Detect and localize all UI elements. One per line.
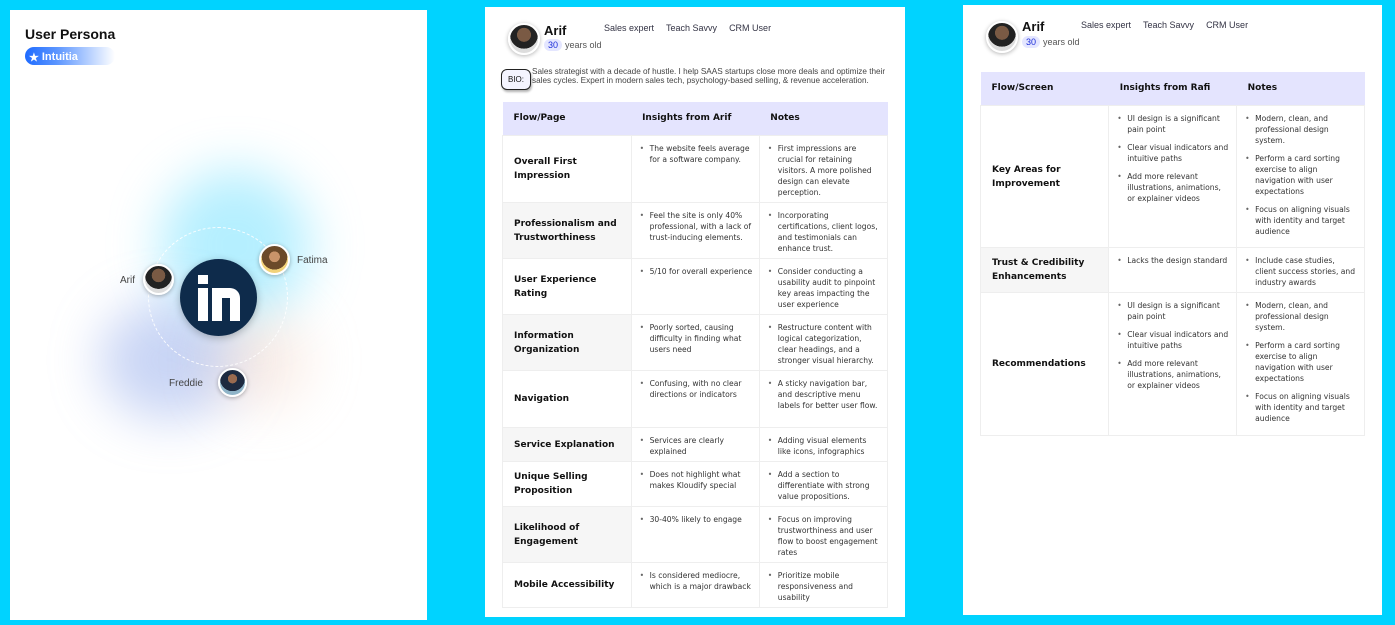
bullet-item: • Include case studies, client success stories, and industry awards bbox=[1245, 255, 1358, 288]
bullet-item: • Feel the site is only 40% professional, with a lack of trust-inducing elements. bbox=[640, 210, 753, 243]
column-header: Notes bbox=[759, 102, 887, 135]
table-row bbox=[503, 314, 888, 370]
flow-cell: Navigation bbox=[503, 370, 632, 427]
bio-text: Sales strategist with a decade of hustle. I help SAAS startups close more deals and optimize their sales cycles. Expert in modern sales tech, psychology-based selling, & revenue acceleration. bbox=[532, 67, 886, 86]
persona-avatar-arif[interactable] bbox=[143, 264, 174, 295]
bullet-item: • First impressions are crucial for retaining visitors. A more polished design can elevate perception. bbox=[768, 143, 881, 198]
table-row bbox=[503, 562, 888, 607]
insights-cell bbox=[1109, 247, 1237, 292]
insights-cell bbox=[631, 314, 759, 370]
bullet-item: • Focus on aligning visuals with identity and target audience bbox=[1245, 204, 1358, 237]
insights-table bbox=[502, 102, 888, 608]
notes-cell bbox=[759, 314, 887, 370]
bullet-item: • Focus on improving trustworthiness and user flow to boost engagement rates bbox=[768, 514, 881, 558]
table-row bbox=[981, 247, 1365, 292]
bullet-item: • Add more relevant illustrations, animations, or explainer videos bbox=[1117, 171, 1230, 204]
bullet-item: • Consider conducting a usability audit to pinpoint key areas impacting the user experience bbox=[768, 266, 881, 310]
arif-persona-panel bbox=[485, 7, 905, 617]
persona-tags bbox=[604, 23, 771, 33]
notes-cell bbox=[759, 135, 887, 202]
insights-cell bbox=[1109, 105, 1237, 247]
bullet-item: • Add a section to differentiate with strong value propositions. bbox=[768, 469, 881, 502]
flow-cell: Likelihood of Engagement bbox=[503, 506, 632, 562]
persona-name: Arif bbox=[544, 23, 567, 38]
bullet-item: • Perform a card sorting exercise to align navigation with user expectations bbox=[1245, 153, 1358, 197]
age-suffix: years old bbox=[1043, 37, 1080, 47]
age-value: 30 bbox=[1022, 36, 1040, 48]
tag: Teach Savvy bbox=[1143, 20, 1195, 30]
bullet-item: • Modern, clean, and professional design system. bbox=[1245, 113, 1358, 146]
bullet-item: • Lacks the design standard bbox=[1117, 255, 1230, 266]
bullet-item: • Does not highlight what makes Kloudify special bbox=[640, 469, 753, 491]
table-row bbox=[503, 506, 888, 562]
table-row bbox=[503, 427, 888, 461]
persona-tags bbox=[1081, 20, 1248, 30]
flow-cell: Key Areas for Improvement bbox=[981, 105, 1109, 247]
bullet-item: • 30-40% likely to engage bbox=[640, 514, 753, 525]
table-header bbox=[503, 102, 888, 135]
insights-cell bbox=[631, 202, 759, 258]
table-header bbox=[981, 72, 1365, 105]
flow-cell: Trust & Credibility Enhancements bbox=[981, 247, 1109, 292]
notes-cell bbox=[759, 461, 887, 506]
table-row bbox=[503, 258, 888, 314]
bullet-item: • Incorporating certifications, client logos, and testimonials can enhance trust. bbox=[768, 210, 881, 254]
tag: Teach Savvy bbox=[666, 23, 718, 33]
bullet-item: • Is considered mediocre, which is a major drawback bbox=[640, 570, 753, 592]
bullet-item: • Services are clearly explained bbox=[640, 435, 753, 457]
table-row bbox=[981, 105, 1365, 247]
avatar bbox=[508, 23, 540, 55]
table-row bbox=[503, 370, 888, 427]
tag: Sales expert bbox=[1081, 20, 1132, 30]
insights-cell bbox=[631, 562, 759, 607]
bullet-item: • Confusing, with no clear directions or indicators bbox=[640, 378, 753, 400]
tag: CRM User bbox=[1206, 20, 1249, 30]
table-row bbox=[503, 202, 888, 258]
persona-label-freddie[interactable]: Freddie bbox=[169, 378, 203, 389]
bullet-item: • Prioritize mobile responsiveness and usability bbox=[768, 570, 881, 603]
bullet-item: • Restructure content with logical categorization, clear headings, and a stronger visual hierarchy. bbox=[768, 322, 881, 366]
tag: CRM User bbox=[729, 23, 772, 33]
notes-cell bbox=[759, 202, 887, 258]
page-title: User Persona bbox=[25, 26, 116, 42]
persona-age bbox=[544, 40, 602, 50]
insights-cell bbox=[631, 506, 759, 562]
tag: Sales expert bbox=[604, 23, 655, 33]
insights-cell bbox=[631, 427, 759, 461]
age-value: 30 bbox=[544, 39, 562, 51]
bullet-item: • Adding visual elements like icons, infographics bbox=[768, 435, 881, 457]
intuitia-logo bbox=[180, 259, 257, 336]
age-suffix: years old bbox=[565, 40, 602, 50]
star-icon: ★ bbox=[29, 51, 39, 64]
notes-cell bbox=[759, 370, 887, 427]
bullet-item: • UI design is a significant pain point bbox=[1117, 300, 1230, 322]
notes-cell bbox=[1237, 292, 1365, 435]
bio-label: BIO: bbox=[501, 69, 531, 90]
bullet-item: • Poorly sorted, causing difficulty in finding what users need bbox=[640, 322, 753, 355]
flow-cell: Information Organization bbox=[503, 314, 632, 370]
flow-cell: User Experience Rating bbox=[503, 258, 632, 314]
flow-cell: Recommendations bbox=[981, 292, 1109, 435]
insights-cell bbox=[1109, 292, 1237, 435]
flow-cell: Unique Selling Proposition bbox=[503, 461, 632, 506]
flow-cell: Service Explanation bbox=[503, 427, 632, 461]
persona-avatar-freddie[interactable] bbox=[218, 368, 247, 397]
persona-label-arif[interactable]: Arif bbox=[120, 275, 135, 286]
insights-cell bbox=[631, 461, 759, 506]
table-row bbox=[981, 292, 1365, 435]
flow-cell: Overall First Impression bbox=[503, 135, 632, 202]
notes-cell bbox=[759, 562, 887, 607]
persona-avatar-fatima[interactable] bbox=[259, 244, 290, 275]
table-row bbox=[503, 461, 888, 506]
column-header: Insights from Rafi bbox=[1109, 72, 1237, 105]
bullet-item: • Clear visual indicators and intuitive paths bbox=[1117, 142, 1230, 164]
bullet-item: • Clear visual indicators and intuitive paths bbox=[1117, 329, 1230, 351]
bullet-item: • 5/10 for overall experience bbox=[640, 266, 753, 277]
avatar bbox=[986, 21, 1018, 53]
bullet-item: • Focus on aligning visuals with identity and target audience bbox=[1245, 391, 1358, 424]
flow-cell: Mobile Accessibility bbox=[503, 562, 632, 607]
notes-cell bbox=[1237, 247, 1365, 292]
notes-cell bbox=[759, 258, 887, 314]
rafi-persona-panel bbox=[963, 5, 1382, 615]
table-row bbox=[503, 135, 888, 202]
bullet-item: • Modern, clean, and professional design system. bbox=[1245, 300, 1358, 333]
persona-age bbox=[1022, 37, 1080, 47]
persona-label-fatima[interactable]: Fatima bbox=[297, 255, 328, 266]
bullet-item: • UI design is a significant pain point bbox=[1117, 113, 1230, 135]
persona-overview-panel bbox=[10, 10, 427, 620]
bullet-item: • Perform a card sorting exercise to align navigation with user expectations bbox=[1245, 340, 1358, 384]
bullet-item: • The website feels average for a software company. bbox=[640, 143, 753, 165]
bullet-item: • A sticky navigation bar, and descriptive menu labels for better user flow. bbox=[768, 378, 881, 411]
brand-badge: ★ Intuitia bbox=[25, 47, 115, 65]
insights-cell bbox=[631, 135, 759, 202]
column-header: Flow/Screen bbox=[981, 72, 1109, 105]
insights-cell bbox=[631, 258, 759, 314]
notes-cell bbox=[1237, 105, 1365, 247]
notes-cell bbox=[759, 427, 887, 461]
bullet-item: • Add more relevant illustrations, animations, or explainer videos bbox=[1117, 358, 1230, 391]
notes-cell bbox=[759, 506, 887, 562]
persona-name: Arif bbox=[1022, 19, 1045, 34]
insights-table bbox=[980, 72, 1365, 436]
column-header: Insights from Arif bbox=[631, 102, 759, 135]
insights-cell bbox=[631, 370, 759, 427]
column-header: Notes bbox=[1237, 72, 1365, 105]
flow-cell: Professionalism and Trustworthiness bbox=[503, 202, 632, 258]
column-header: Flow/Page bbox=[503, 102, 632, 135]
